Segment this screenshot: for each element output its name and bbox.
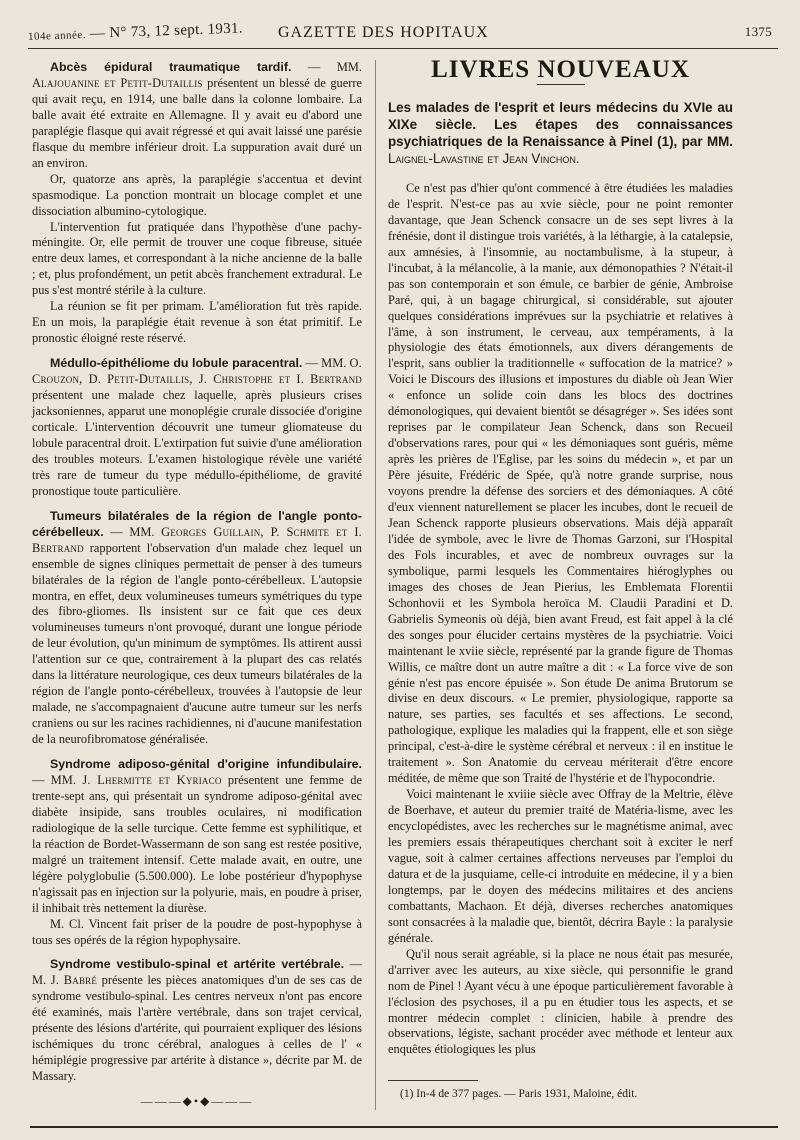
report-paragraph [32, 757, 362, 917]
report-authors: Georges Guillain, P. Schmite et I. Bertrand [32, 524, 362, 555]
report-paragraph [32, 356, 362, 500]
report-entry [32, 957, 362, 1085]
report-title: Abcès épidural traumatique tardif. [50, 60, 292, 74]
end-ornament: ———◆•◆——— [140, 1094, 254, 1109]
header-rule [28, 48, 778, 49]
report-body: présentent une malade chez laquelle, après plusieurs crises jacksoniennes, apparut une monoplégie crurale dissociée d'origine corticale. L'intervention découvrit une tumeur gliomateuse du lobule paracentral droit. L'extirpation fut suivie d'une amélioration des troubles moteurs. L'examen histologique révèle une variété très rare de tumeur du type médullo-épithéliome, de gravité pronostique toute particulière. [32, 388, 362, 498]
column-divider [375, 60, 376, 1110]
report-authors: J. Babré [50, 973, 98, 988]
report-entry [32, 356, 362, 500]
report-continuation: M. Cl. Vincent fait priser de la poudre de post-hypophyse à tous ses opérés de la région hypophysaire. [32, 916, 362, 947]
report-continuation: Or, quatorze ans après, la paraplégie s'accentua et devint spasmodique. La ponction montrait un blocage complet et une dissociation albumino-cytologique. [32, 171, 362, 218]
footnote-rule [388, 1080, 478, 1081]
report-body: présentent un blessé de guerre qui avait reçu, en 1914, une balle dans la colonne lombaire. La balle avait été extraite en Allemagne. Il y avait eu d'abord une paraplégie flasque qui avait régressé et qui avait laissé une parésie flasque du membre inférieur droit. La suppuration avait duré un an environ. [32, 75, 362, 170]
report-continuation: La réunion se fit per primam. L'amélioration fut très rapide. En un mois, la paraplégie était revenue à son état primitif. Le pronostic éloigné reste réservé. [32, 299, 362, 346]
year-label: 104e année. [27, 28, 87, 43]
section-title-rule [537, 84, 585, 85]
page-number: 1375 [744, 24, 772, 39]
report-title: Médullo-épithéliome du lobule paracentral. [50, 356, 303, 371]
report-dash: — MM. [32, 772, 83, 787]
review-paragraph: Ce n'est pas d'hier qu'ont commencé à être étudiées les maladies de l'esprit. N'est-ce pas au xvie siècle, pour ne point remonter davantage, que Jean Schenck consacre un de ses sept livres à la frénésie, dont il distingue trois variétés, à la léthargie, à la catalepsie, aux amnésies, à l'insomnie, au noctambulisme, à la stupeur, à l'incubat, à la mélancolie, à la manie, aux démonopathies ? N'était-il pas son contemporain et son émule, ce barbier de génie, Ambroise Paré, qui, à un bagage chirurgical, si considérable, sut ajouter quelques considérations imprévues sur la psychiatrie et relatives à l'âme, à son instrument, le cerveau, aux tempéraments, à la physiologie des états émotionnels, aux divers dérangements de l'esprit, sans oublier la traditionnelle « suffocation de la matrice? » Voici le Discours des illusions et impostures du diable où Jean Wier « enfonce un solide coin dans les blocs des doctrines démonologiques, qui devaient bientôt se désagréger ». Ses idées sont reprises par le compilateur Jean Schenck, dans son Recueil d'observations rares, pour qui « les démoniaques sont guéris, même après les prières de l'Eglise, par les soins du médecin », et par un Père jésuite, Frédéric de Spée, qu'à notre grande surprise, nous voyons prendre la défense des sorciers et des démoniaques. A côté d'eux viennent naturellement se placer les incubes, dont le recueil de Jean Schenck rapporte plusieurs observations. Mais déjà apparaît l'idée de symbole, avec le livre de Thomas Garzoni, sur l'Hospital des Fols incurables, et avec de nombreux ouvrages sur la symbolique, parmi lesquels les Commentaires hiéroglyphes ou images des choses de Jean Pierius, les Emblemata Florentii Schonhovii et les Symbola heroïca M. Claudii Paradini et D. Gabrielis Symeonis où déjà, bien avant Freud, est fait appel à la clé des songes pour élucider certains mystères de la psychiatrie. Voici maintenant le xviie siècle, représenté par la grande figure de Thomas Willis, ce maître dont un autre maître a dit : « La force vive de son génie n'est pas encore épuisée ». Son étude De anima Brutorum se divise en deux discours. « Le premier, physiologique, rapporte sa nature, ses parties, ses facultés et ses affections. Le second, pathologique, explique les maladies qui la frappent, elle et son siège principal, c'est-à-dire le système cérébral et nerveux : il en institue le traitement ». Son Anatomie du cerveau mériterait d'être encore méditée, de même que son Traité de l'hystérie et de l'hypocondrie. [388, 180, 733, 786]
right-column [388, 56, 733, 1103]
report-paragraph [32, 60, 362, 172]
review-paragraph: Qu'il nous serait agréable, si la place ne nous était pas mesurée, d'arriver avec les auteurs, au xixe siècle, qui personnifie le grand nom de Pinel ! Ayant vécu à une époque particulièrement favorable à l'éclosion des psychoses, il a pu en étudier tous les aspects, et se montrer médecin complet : clinicien, habile à prendre des observations, légiste, sachant procéder avec méthode et lenteur aux enquêtes étiologiques les plus [388, 946, 733, 1057]
bottom-rule [30, 1126, 778, 1128]
report-body: présentent une femme de trente-sept ans, qui présentait un syndrome adiposo-génital avec diabète insipide, sans troubles oculaires, ni modification radiologique de la selle turcique. Cette femme est syphilitique, et la réaction de Bordet-Wassermann de son sang est restée positive, malgré un traitement intensif. Cette malade avait, en outre, une légère polyglobulie (5.500.000). Le lobe postérieur d'hypophyse n'agissait pas en injection sur la polyurie, mais, en poudre à priser, il inhibait très nettement la diurèse. [32, 772, 363, 915]
report-entry [32, 60, 362, 347]
report-dash: — MM. [302, 356, 350, 371]
review-paragraph: Voici maintenant le xviiie siècle avec Offray de la Meltrie, élève de Boerhave, et auteur du premier traité de Matéria-lisme, avec les encyclopédistes, avec les recherches sur le magnétisme animal, avec les premiers essais thérapeutiques cherchant soit à exciter le nerf vague, soit à calmer certaines affections nerveuses par l'emploi du datura et de la jusquiame, celle-ci introduite en médecine, il y a bien longtemps, par le doyen des médecins militaires et des anciens combattants, Machaon. Et déjà, diverses recherches anatomiques sont consacrées à la maladie que, bientôt, décrira Bayle : la paralysie générale. [388, 787, 733, 945]
report-entry [32, 509, 362, 748]
report-dash: — M. [32, 957, 362, 988]
journal-title: GAZETTE DES HOPITAUX [278, 24, 489, 41]
book-title [388, 99, 733, 167]
report-title: Syndrome vestibulo-spinal et artérite vertébrale. [50, 957, 345, 972]
report-continuation: L'intervention fut pratiquée dans l'hypothèse d'une pachy-méningite. Or, elle permit de trouver une coque fibreuse, située entre deux lames, et correspondant à la niche ancienne de la balle ; et, plus profondément, un petit abcès franchement extradural. Le pus s'est montré stérile à la culture. [32, 219, 362, 298]
report-authors: J. Lhermitte et Kyriaco [82, 772, 222, 787]
report-paragraph [32, 957, 362, 1085]
report-title: Syndrome adiposo-génital d'origine infundibulaire. [50, 757, 362, 772]
running-head [27, 20, 778, 46]
report-title: Tumeurs bilatérales de la région de l'angle ponto-cérébelleux. [32, 508, 362, 539]
issue-info [28, 21, 243, 45]
issue-label: — N° 73, 12 sept. 1931. [89, 20, 244, 42]
report-authors: O. Crouzon, D. Petit-Dutaillis, J. Christophe et I. Bertrand [32, 356, 362, 387]
book-authors: Laignel-Lavastine et Jean Vinchon. [388, 150, 580, 166]
report-dash: — MM. [103, 524, 162, 539]
report-paragraph [32, 509, 362, 748]
footnote: (1) In-4 de 377 pages. — Paris 1931, Maloine, édit. [400, 1088, 638, 1101]
report-dash: — MM. [291, 60, 363, 74]
book-title-text: Les malades de l'esprit et leurs médecins du XVIe au XIXe siècle. Les étapes des connaissances psychiatriques de la Renaissance à Pinel (1), par MM. [388, 99, 733, 149]
report-authors: Alajouanine et Petit-Dutaillis [32, 75, 203, 90]
report-body: présente les pièces anatomiques d'un de ses cas de syndrome vestibulo-spinal. Les centres nerveux n'ont pas encore été examinés, mais l'artère vertébrale, dans son trajet cervical, présente des lésions d'artérite, qui pourraient expliquer des lésions ischémiques du tronc cérébral, analogues à celles de l' « hémiplégie progressive par artérite à distance », décrite par M. de Massary. [32, 973, 362, 1084]
report-body: rapportent l'observation d'un malade chez lequel un ensemble de signes cliniques permettait de penser à des tumeurs bilatérales de la région de l'angle ponto-cérébelleux. L'autopsie montra, en effet, deux volumineuses tumeurs symétriques du type des fibro-gliomes. Ils insistent sur ce fait que ces deux volumineuses tumeurs n'ont provoqué, durant une longue période de leur évolution, qu'un minimum de symptômes. Ils attirent aussi l'attention sur ce que, contrairement à la plupart des cas relatés dans la littérature neurologique, ces deux tumeurs bilatérales de la région de l'angle ponto-cérébelleux, trouvées à l'autopsie de leur malade, ne s'accompagnaient d'aucune autre tumeur sur les nerfs craniens ou sur les racines rachidiennes, ni d'aucune manifestation de la neurofibromatose généralisée. [32, 540, 362, 747]
review-body [388, 181, 733, 1058]
left-column [32, 60, 362, 1110]
section-title: LIVRES NOUVEAUX [431, 56, 690, 83]
report-entry [32, 757, 362, 948]
